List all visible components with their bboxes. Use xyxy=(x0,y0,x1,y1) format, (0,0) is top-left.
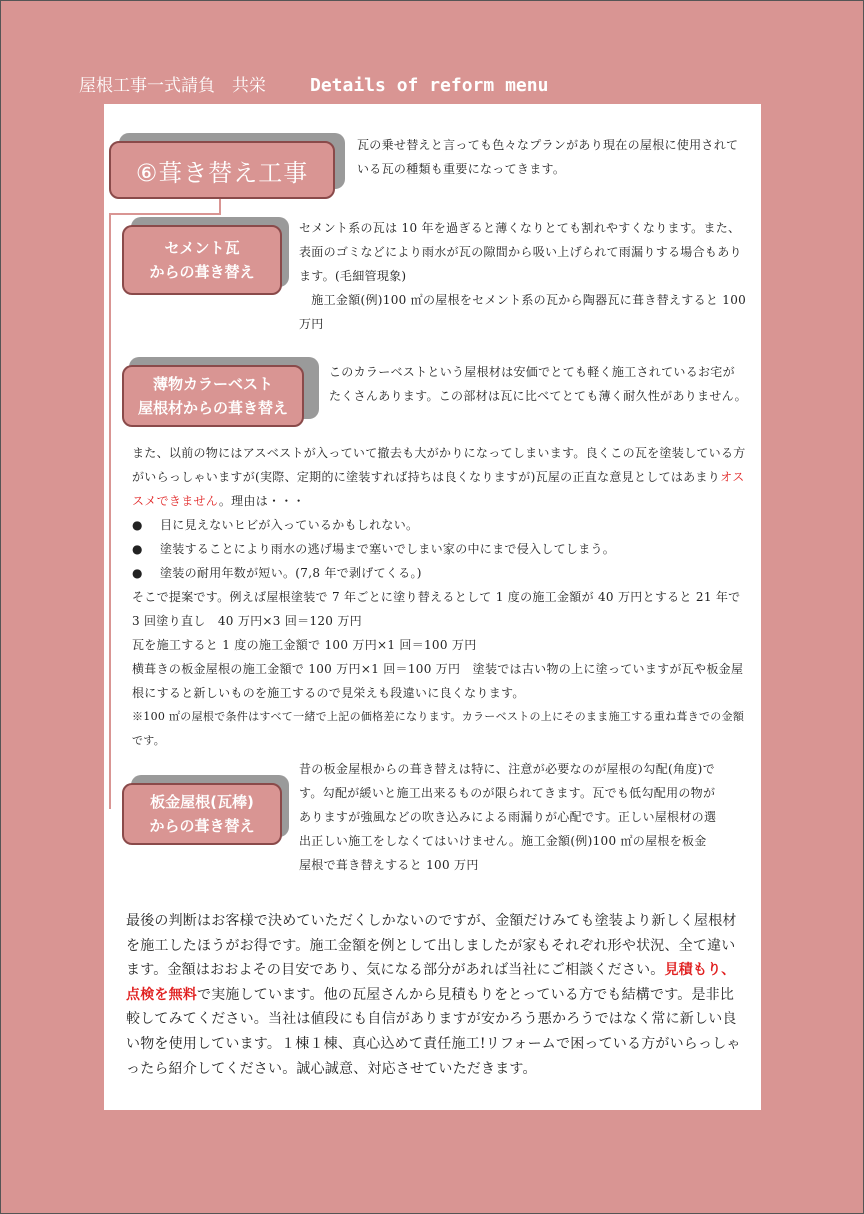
sheetmetal-label-line2: からの葺き替え xyxy=(149,817,255,835)
para1-tail: 。理由は・・・ xyxy=(218,494,305,508)
sheetmetal-label xyxy=(122,783,282,845)
connector-main-drop xyxy=(219,198,221,214)
sheetmetal-paragraph: 昔の板金屋根からの葺き替えは特に、注意が必要なのが屋根の勾配(角度)です。勾配が緩いと施工出来るものが限られてきます。瓦でも低勾配用の物がありますが強風などの吹き込みによる雨漏りが心配です。正しい屋根材の選出正しい施工をしなくてはいけません。施工金額(例)100 ㎡の屋根を板金屋根で葺き替えすると 100 万円 xyxy=(299,762,717,872)
closing-paragraph xyxy=(126,909,746,1081)
sheetmetal-label-line1: 板金屋根(瓦棒) xyxy=(150,793,254,811)
body-para1 xyxy=(132,441,747,513)
cement-text xyxy=(299,216,747,336)
proposal-2: 瓦を施工すると 1 度の施工金額で 100 万円×1 回＝100 万円 xyxy=(132,638,477,652)
cement-label-line2: からの葺き替え xyxy=(149,263,255,281)
cement-label xyxy=(122,225,282,295)
header-title: Details of reform menu xyxy=(310,75,549,96)
para1-text: また、以前の物にはアスベストが入っていて撤去も大がかりになってしまいます。良くこの瓦を塗装している方がいらっしゃいますが(実際、定期的に塗装すれば持ちは良くなりますが)瓦屋の正直な意見としてはあまり xyxy=(132,446,746,484)
bullet-icon: ● xyxy=(132,518,143,532)
cement-label-line1: セメント瓦 xyxy=(164,239,240,257)
free-estimate-text: 見積もり、点検を無料 xyxy=(126,962,736,1003)
page-header xyxy=(79,71,548,96)
bullet-item xyxy=(132,537,747,561)
cement-text-2: 施工金額(例)100 ㎡の屋根をセメント系の瓦から陶器瓦に葺き替えすると 100 万円 xyxy=(299,293,747,331)
proposal-3: 横葺きの板金屋根の施工金額で 100 万円×1 回＝100 万円 塗装では古い物の上に塗っていますが瓦や板金屋根にすると新しいものを施工するので見栄えも段違いに良くなります。 xyxy=(132,662,744,700)
note-text: ※100 ㎡の屋根で条件はすべて一緒で上記の価格差になります。カラーベストの上にそのまま施工する重ね葺きでの金額です。 xyxy=(132,710,745,747)
colorbest-paragraph: このカラーベストという屋根材は安価でとても軽く施工されているお宅がたくさんあります。この部材は瓦に比べてとても薄く耐久性がありません。 xyxy=(329,365,747,403)
colorbest-label-line1: 薄物カラーベスト xyxy=(152,375,273,393)
colorbest-label xyxy=(122,365,304,427)
connector-vertical xyxy=(109,213,111,809)
colorbest-label-line2: 屋根材からの葺き替え xyxy=(137,399,288,417)
closing-tail: で実施しています。他の瓦屋さんから見積もりをとっている方でも結構です。是非比較してみてください。当社は値段にも自信がありますが安かろう悪かろうではなく常に新しい良い物を使用しています。１棟１棟、真心込めて責任施工!リフォームで困っている方がいらっしゃったら紹介してください。誠心誠意、対応させていただきます。 xyxy=(126,986,741,1077)
bullet-item xyxy=(132,513,747,537)
not-recommended-text: オススメできません xyxy=(132,470,745,508)
closing-text: 最後の判断はお客様で決めていただくしかないのですが、金額だけみても塗装より新しく屋根材を施工したほうがお得です。施工金額を例として出しましたが家もそれぞれ形や状況、全て違います。金額はおおよその目安であり、気になる部分があれば当社にご相談ください。 xyxy=(126,913,737,979)
colorbest-text xyxy=(329,360,747,408)
body-block xyxy=(132,441,747,753)
bullet-item xyxy=(132,561,747,585)
proposal-1: そこで提案です。例えば屋根塗装で 7 年ごとに塗り替えるとして 1 度の施工金額が 40 万円とすると 21 年で 3 回塗り直し 40 万円×3 回＝120 万円 xyxy=(132,590,741,628)
intro-text: 瓦の乗せ替えと言っても色々なプランがあり現在の屋根に使用されている瓦の種類も重要になってきます。 xyxy=(357,138,739,176)
company-name: 屋根工事一式請負 共栄 xyxy=(79,76,266,96)
bullet-text: 塗装の耐用年数が短い。(7,8 年で剥げてくる。) xyxy=(160,566,422,580)
bullet-icon: ● xyxy=(132,542,143,556)
bullet-text: 目に見えないヒビが入っているかもしれない。 xyxy=(160,518,419,532)
sheetmetal-text xyxy=(299,757,717,877)
section-main-label: ⑥葺き替え工事 xyxy=(109,141,335,199)
bullet-text: 塗装することにより雨水の逃げ場まで塞いでしまい家の中にまで侵入してしまう。 xyxy=(160,542,616,556)
section-main-intro xyxy=(357,133,747,181)
connector-horizontal xyxy=(109,213,221,215)
bullet-icon: ● xyxy=(132,566,143,580)
cement-text-1: セメント系の瓦は 10 年を過ぎると薄くなりとても割れやすくなります。また、表面のゴミなどにより雨水が瓦の隙間から吸い上げられて雨漏りする場合もあります。(毛細管現象) xyxy=(299,221,742,283)
